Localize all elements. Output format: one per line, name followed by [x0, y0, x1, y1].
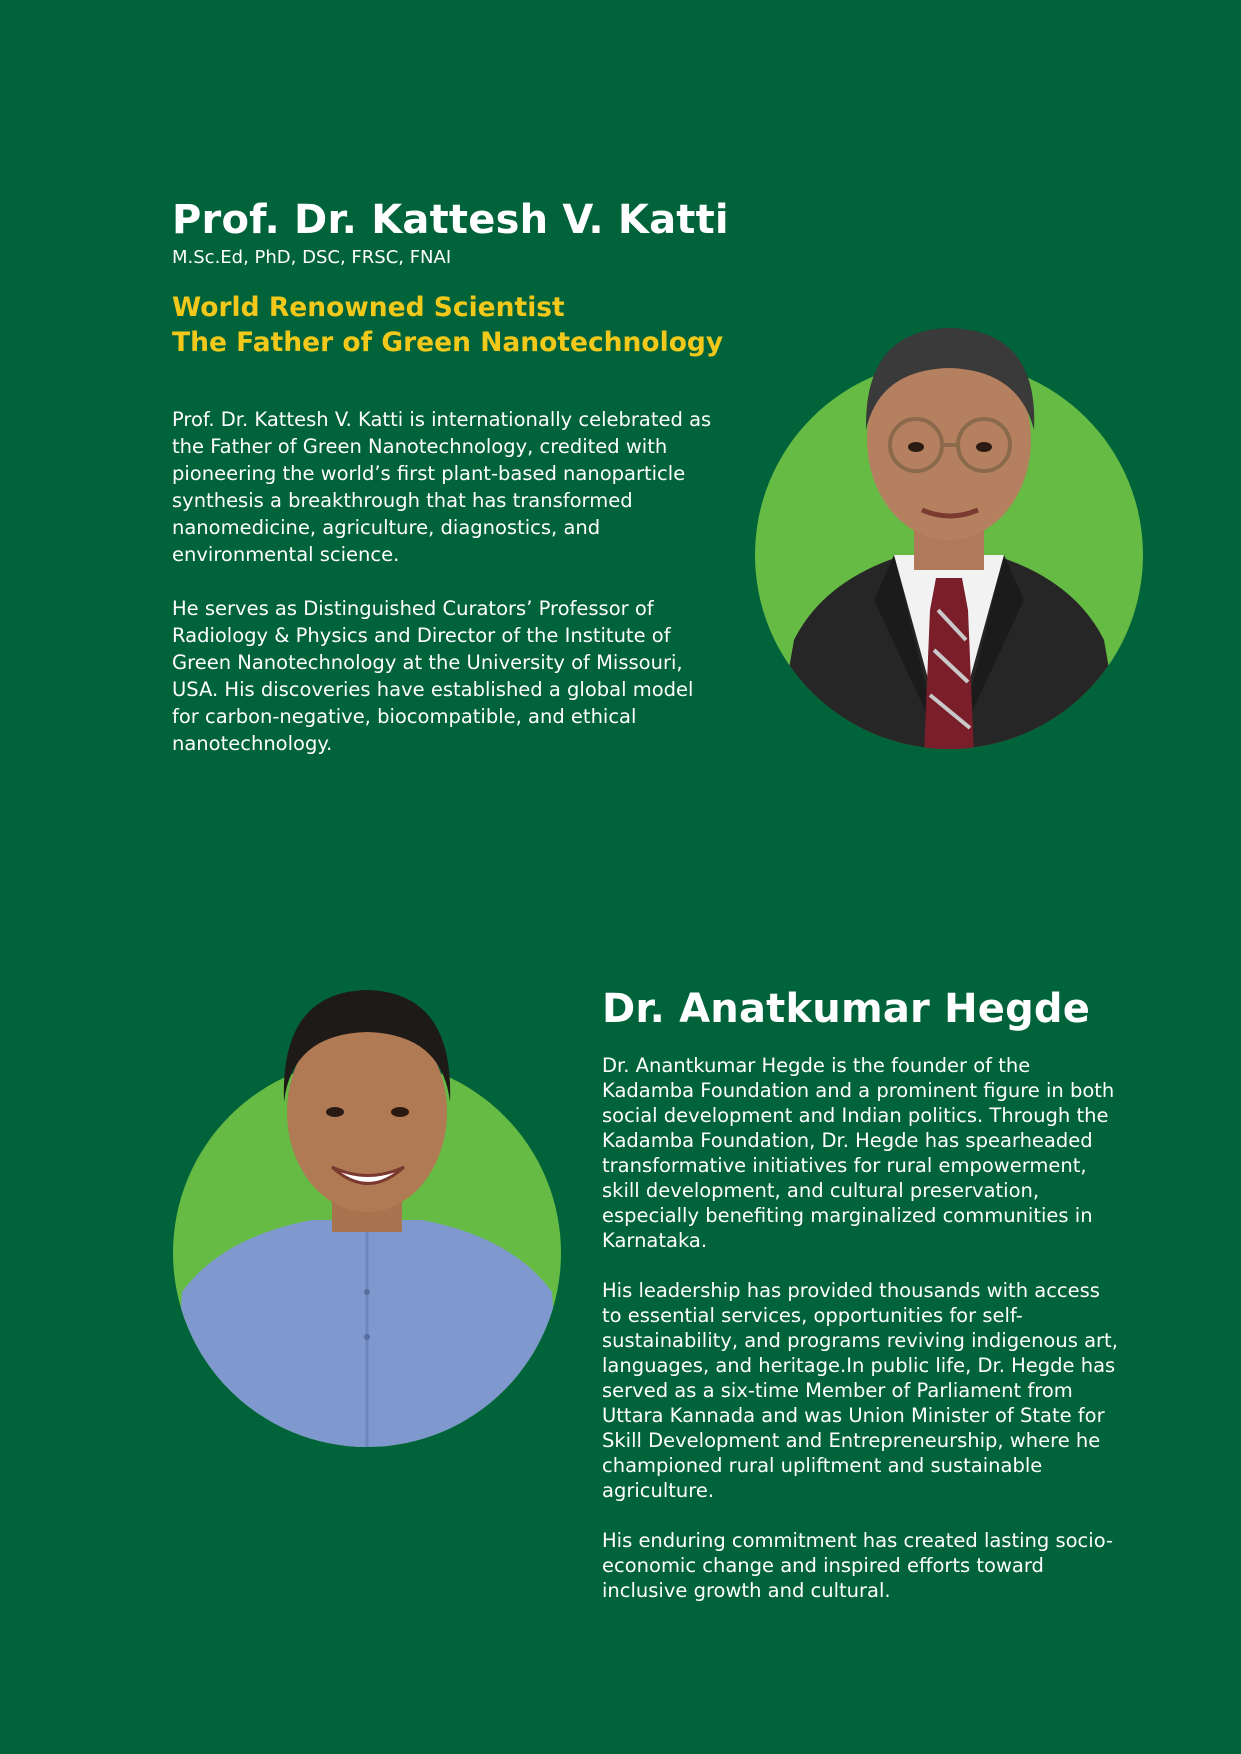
person1-credentials: M.Sc.Ed, PhD, DSC, FRSC, FNAI [172, 247, 452, 268]
person2-photo [172, 962, 562, 1447]
person1-tagline-line1: World Renowned Scientist [172, 292, 565, 323]
person1-bio-paragraph: Prof. Dr. Kattesh V. Katti is internationally celebrated as the Father of Green Nanotechnology, credited with pioneering the world’s first plant-based nanoparticle synthesis a breakthrough that has transformed nanomedicine, agriculture, diagnostics, and environmental science. [172, 408, 712, 566]
person1-name: Prof. Dr. Kattesh V. Katti [172, 197, 729, 243]
person2-section [602, 985, 1122, 1628]
person1-photo [754, 310, 1144, 755]
person2-bio-paragraph: His leadership has provided thousands with access to essential services, opportunities for self-sustainability, and programs reviving indigenous art, languages, and heritage.In public life, Dr. Hegde has served as a six-time Member of Parliament from Uttara Kannada and was Union Minister of State for Skill Development and Entrepreneurship, where he championed rural upliftment and sustainable agriculture. [602, 1279, 1118, 1502]
person2-name: Dr. Anatkumar Hegde [602, 986, 1091, 1032]
person1-tagline [172, 290, 732, 360]
person1-tagline-line2: The Father of Green Nanotechnology [172, 327, 724, 358]
person2-bio [602, 1053, 1122, 1603]
person1-bio-paragraph: He serves as Distinguished Curators’ Professor of Radiology & Physics and Director of the Institute of Green Nanotechnology at the University of Missouri, USA. His discoveries have established a global model for carbon-negative, biocompatible, and ethical nanotechnology. [172, 597, 694, 755]
person2-bio-paragraph: Dr. Anantkumar Hegde is the founder of the Kadamba Foundation and a prominent figure in both social development and Indian politics. Through the Kadamba Foundation, Dr. Hegde has spearheaded transformative initiatives for rural empowerment, skill development, and cultural preservation, especially benefiting marginalized communities in Karnataka. [602, 1054, 1115, 1252]
person1-section [172, 196, 732, 784]
person2-bio-paragraph: His enduring commitment has created lasting socio-economic change and inspired efforts toward inclusive growth and cultural. [602, 1529, 1114, 1602]
person1-bio [172, 406, 717, 757]
